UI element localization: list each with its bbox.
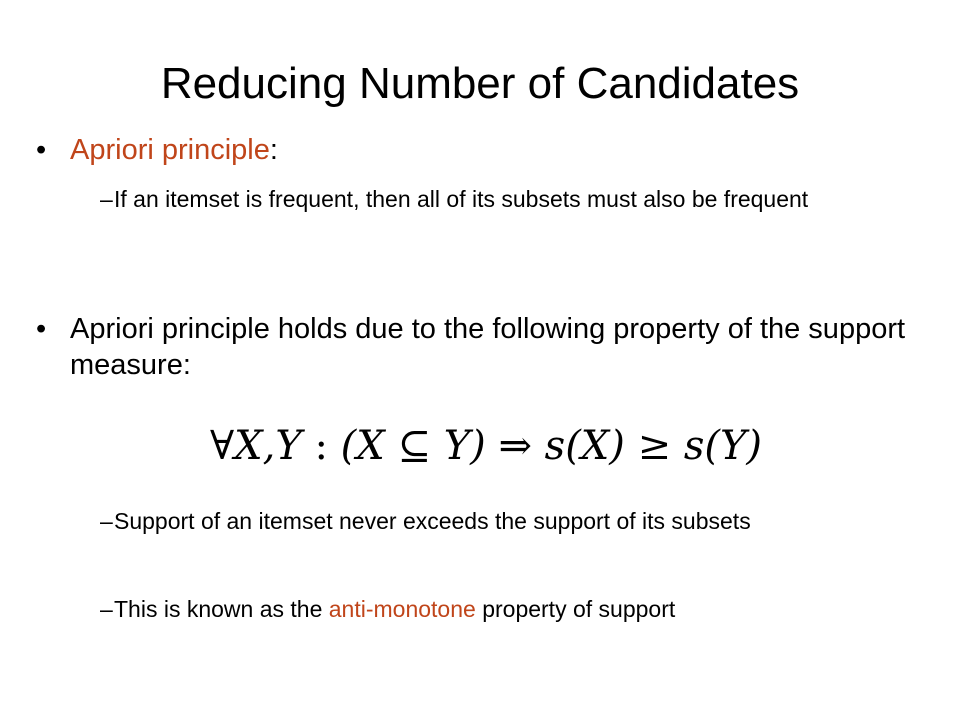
formula-colon: :: [314, 423, 328, 469]
dash-marker: –: [100, 596, 113, 622]
bullet-marker: •: [36, 313, 47, 345]
anti-monotone-term: anti-monotone: [328, 596, 476, 622]
formula-sx: s(X): [544, 423, 625, 469]
bullet-text: [70, 132, 930, 168]
sub-bullet-text: Support of an itemset never exceeds the support of its subsets: [114, 508, 751, 534]
sub-bullet-text: [114, 593, 934, 625]
geq-symbol: ≥: [637, 423, 672, 469]
anti-monotone-formula: [210, 420, 810, 472]
formula-vars: X,Y: [234, 423, 302, 469]
sub-bullet-text: If an itemset is frequent, then all of its subsets must also be frequent: [114, 186, 809, 212]
apriori-principle-label: Apriori principle: [70, 134, 270, 166]
label-colon: :: [269, 134, 278, 166]
formula-subset: (X ⊆ Y): [340, 423, 486, 469]
bullet-marker: •: [36, 134, 47, 166]
text-suffix: property of support: [475, 596, 676, 622]
dash-marker: –: [100, 186, 113, 212]
formula-sy: s(Y): [683, 423, 762, 469]
forall-symbol: ∀: [210, 423, 235, 469]
text-prefix: This is known as the: [114, 596, 329, 622]
implies-symbol: ⇒: [498, 423, 532, 469]
bullet-text: Apriori principle holds due to the following property of the support measure:: [70, 313, 906, 382]
dash-marker: –: [100, 508, 113, 534]
slide-title: Reducing Number of Candidates: [160, 59, 800, 108]
